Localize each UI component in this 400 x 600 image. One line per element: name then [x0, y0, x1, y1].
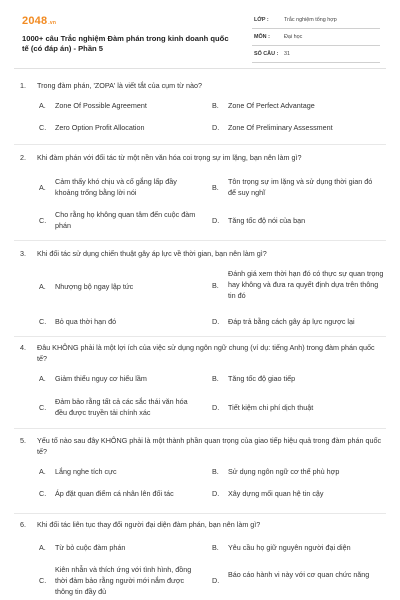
option-text: Bỏ qua thời hạn đó: [55, 317, 117, 327]
question-stem: Khi đối tác liên tục thay đổi người đại diện đàm phán, bạn nên làm gì?: [37, 520, 261, 529]
option-letter: B.: [212, 281, 219, 291]
document-header: [0, 0, 400, 66]
option-letter: A.: [39, 183, 46, 193]
option-text: Báo cáo hành vi này với cơ quan chức năng: [228, 570, 370, 580]
meta-row-count: [252, 48, 380, 63]
option-text: Zone Of Possible Agreement: [55, 101, 147, 111]
question-number: 4.: [20, 343, 26, 352]
question-text: [20, 435, 382, 457]
meta-key: SỐ CÂU :: [254, 51, 279, 57]
option-letter: C.: [39, 216, 47, 226]
option-text: Kiên nhẫn và thích ứng với tình hình, đồng thời đảm bảo rằng người mới nắm được thông tin đầy đủ: [55, 565, 192, 596]
option-text: Đảm bảo rằng tất cả các sắc thái văn hóa đều được truyền tải chính xác: [55, 397, 188, 418]
option-letter: C.: [39, 576, 47, 586]
option-text: Tăng tốc độ nói của bạn: [228, 216, 306, 226]
option-text: Từ bỏ cuộc đàm phán: [55, 543, 126, 553]
option-letter: D.: [212, 317, 220, 327]
question-6: [20, 519, 382, 600]
question-divider: [14, 428, 386, 429]
question-2: [20, 152, 382, 241]
question-number: 5.: [20, 436, 26, 445]
option-letter: C.: [39, 403, 47, 413]
option-text: Cho rằng họ không quan tâm đến cuộc đàm phán: [55, 210, 196, 230]
question-stem: Yếu tố nào sau đây KHÔNG phải là một thành phần quan trọng của giao tiếp hiệu quả trong đàm phán quốc tế?: [37, 436, 382, 457]
question-4: [20, 342, 382, 434]
question-1: [20, 80, 382, 141]
question-stem: Khi đàm phán với đối tác từ một nền văn hóa coi trọng sự im lặng, bạn nên làm gì?: [37, 153, 302, 162]
meta-value: Trắc nghiệm tổng hợp: [284, 17, 337, 23]
options-group: [20, 530, 382, 600]
option-letter: D.: [212, 576, 220, 586]
question-divider: [14, 513, 386, 514]
question-stem: Trong đàm phán, 'ZOPA' là viết tắt của cụm từ nào?: [37, 81, 202, 90]
option-letter: B.: [212, 467, 219, 477]
question-number: 1.: [20, 81, 26, 90]
option-text: Cảm thấy khó chịu và cố gắng lấp đầy khoảng trống bằng lời nói: [55, 177, 177, 197]
option-text: Giảm thiểu nguy cơ hiểu lầm: [55, 374, 147, 384]
question-divider: [14, 336, 386, 337]
question-text: [20, 519, 382, 530]
option-letter: D.: [212, 403, 220, 413]
option-text: Áp đặt quan điểm cá nhân lên đối tác: [55, 489, 174, 499]
option-letter: C.: [39, 317, 47, 327]
document-title: 1000+ câu Trắc nghiệm Đàm phán trong kinh doanh quốc tế (có đáp án) - Phần 5: [22, 34, 229, 53]
question-text: [20, 342, 382, 364]
meta-row-subject: [252, 31, 380, 46]
option-letter: B.: [212, 374, 219, 384]
meta-value: 31: [284, 51, 290, 57]
meta-value: Đại học: [284, 34, 303, 40]
meta-row-class: [252, 14, 380, 29]
option-letter: A.: [39, 543, 46, 553]
question-number: 2.: [20, 153, 26, 162]
option-text: Lắng nghe tích cực: [55, 467, 117, 477]
meta-key: MÔN :: [254, 34, 270, 40]
option-letter: A.: [39, 467, 46, 477]
option-text: Tiết kiệm chi phí dịch thuật: [228, 403, 314, 413]
question-text: [20, 80, 382, 91]
option-letter: D.: [212, 216, 220, 226]
options-group: [20, 259, 382, 339]
question-text: [20, 248, 382, 259]
option-text: Đánh giá xem thời hạn đó có thực sự quan trọng hay không và đưa ra quyết định dựa trên thông tin đó: [228, 269, 384, 300]
header-divider: [14, 68, 386, 69]
question-number: 6.: [20, 520, 26, 529]
option-text: Nhượng bộ ngay lập tức: [55, 282, 134, 292]
option-text: Đáp trả bằng cách gây áp lực ngược lại: [228, 317, 355, 327]
option-text: Tôn trọng sự im lặng và sử dụng thời gian đó để suy nghĩ: [228, 177, 373, 197]
option-letter: D.: [212, 489, 220, 499]
option-text: Yêu cầu họ giữ nguyên người đại diện: [228, 543, 351, 553]
option-letter: A.: [39, 101, 46, 111]
question-stem: Khi đối tác sử dụng chiến thuật gây áp lực về thời gian, bạn nên làm gì?: [37, 249, 267, 258]
options-group: [20, 457, 382, 515]
option-text: Zone Of Perfect Advantage: [228, 101, 315, 111]
question-divider: [14, 240, 386, 241]
option-letter: C.: [39, 123, 47, 133]
option-text: Zero Option Profit Allocation: [55, 123, 145, 133]
meta-info-box: [252, 14, 380, 65]
option-letter: A.: [39, 282, 46, 292]
question-divider: [14, 144, 386, 145]
options-group: [20, 364, 382, 434]
option-letter: D.: [212, 123, 220, 133]
option-letter: A.: [39, 374, 46, 384]
option-letter: B.: [212, 183, 219, 193]
question-5: [20, 435, 382, 515]
question-stem: Đâu KHÔNG phải là một lợi ích của việc sử dụng ngôn ngữ chung (ví dụ: tiếng Anh) trong đàm phán quốc tế?: [37, 343, 375, 364]
meta-key: LỚP :: [254, 17, 269, 23]
option-letter: B.: [212, 101, 219, 111]
logo-suffix: .vn: [48, 20, 57, 26]
logo-main: 2048: [22, 15, 48, 27]
option-letter: B.: [212, 543, 219, 553]
option-text: Tăng tốc độ giao tiếp: [228, 374, 296, 384]
site-logo[interactable]: [22, 15, 56, 27]
question-text: [20, 152, 382, 163]
question-number: 3.: [20, 249, 26, 258]
option-text: Zone Of Preliminary Assessment: [228, 123, 333, 133]
question-3: [20, 248, 382, 339]
option-text: Xây dựng mối quan hệ tin cậy: [228, 489, 324, 499]
options-group: [20, 163, 382, 241]
options-group: [20, 91, 382, 141]
option-letter: C.: [39, 489, 47, 499]
option-text: Sử dụng ngôn ngữ cơ thể phù hợp: [228, 467, 340, 477]
